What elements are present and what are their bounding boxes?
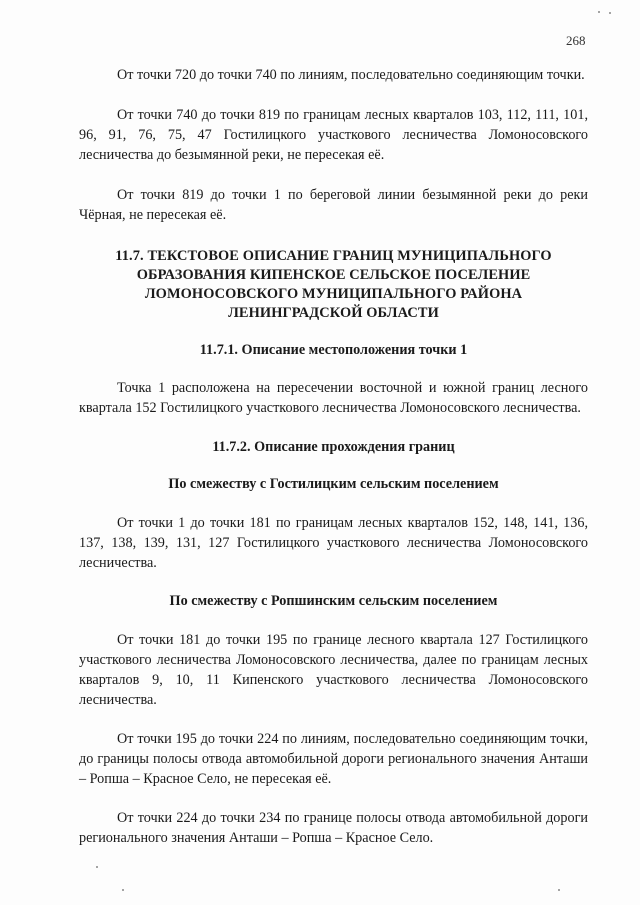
scan-speck [96,866,98,868]
paragraph: От точки 224 до точки 234 по границе полосы отвода автомобильной дороги регионального значения Анташи – Ропша – Красное Село. [79,810,588,846]
paragraph: От точки 740 до точки 819 по границам лесных кварталов 103, 112, 111, 101, 96, 91, 76, 75, 47 Гостилицкого участкового лесничества Ломоносовского лесничества до безымянной реки, не пересекая её. [79,107,588,163]
paragraph: От точки 1 до точки 181 по границам лесных кварталов 152, 148, 141, 136, 137, 138, 139, 131, 127 Гостилицкого участкового лесничества Ломоносовского лесничества. [79,515,588,571]
group-heading: По смежеству с Гостилицким сельским поселением [168,476,499,492]
paragraph: От точки 195 до точки 224 по линиям, последовательно соединяющим точки, до границы полосы отвода автомобильной дороги регионального значения Анташи – Ропша – Красное Село, не пересекая её. [79,731,588,787]
section-heading: 11.7. ТЕКСТОВОЕ ОПИСАНИЕ ГРАНИЦ МУНИЦИПАЛЬНОГО ОБРАЗОВАНИЯ КИПЕНСКОЕ СЕЛЬСКОЕ ПОСЕЛЕНИЕ ЛОМОНОСОВСКОГО МУНИЦИПАЛЬНОГО РАЙОНА ЛЕНИНГРАДСКОЙ ОБЛАСТИ [115,248,552,321]
scan-speck [598,11,600,13]
document-body [79,65,588,848]
paragraph: От точки 181 до точки 195 по границе лесного квартала 127 Гостилицкого участкового лесничества Ломоносовского лесничества, далее по границам лесных кварталов 9, 10, 11 Кипенского участкового лесничества Ломоносовского лесничества. [79,632,588,708]
scan-speck [558,889,560,891]
paragraph: Точка 1 расположена на пересечении восточной и южной границ лесного квартала 152 Гостилицкого участкового лесничества Ломоносовского лесничества. [79,380,588,416]
paragraph: От точки 819 до точки 1 по береговой линии безымянной реки до реки Чёрная, не пересекая её. [79,187,588,223]
subsection-heading: 11.7.1. Описание местоположения точки 1 [199,342,468,358]
paragraph: От точки 720 до точки 740 по линиям, последовательно соединяющим точки. [117,67,585,83]
scan-speck [122,889,124,891]
page-number: 268 [566,33,586,48]
group-heading: По смежеству с Ропшинским сельским поселением [169,593,498,609]
subsection-heading: 11.7.2. Описание прохождения границ [212,439,455,455]
scan-speck [609,12,611,14]
